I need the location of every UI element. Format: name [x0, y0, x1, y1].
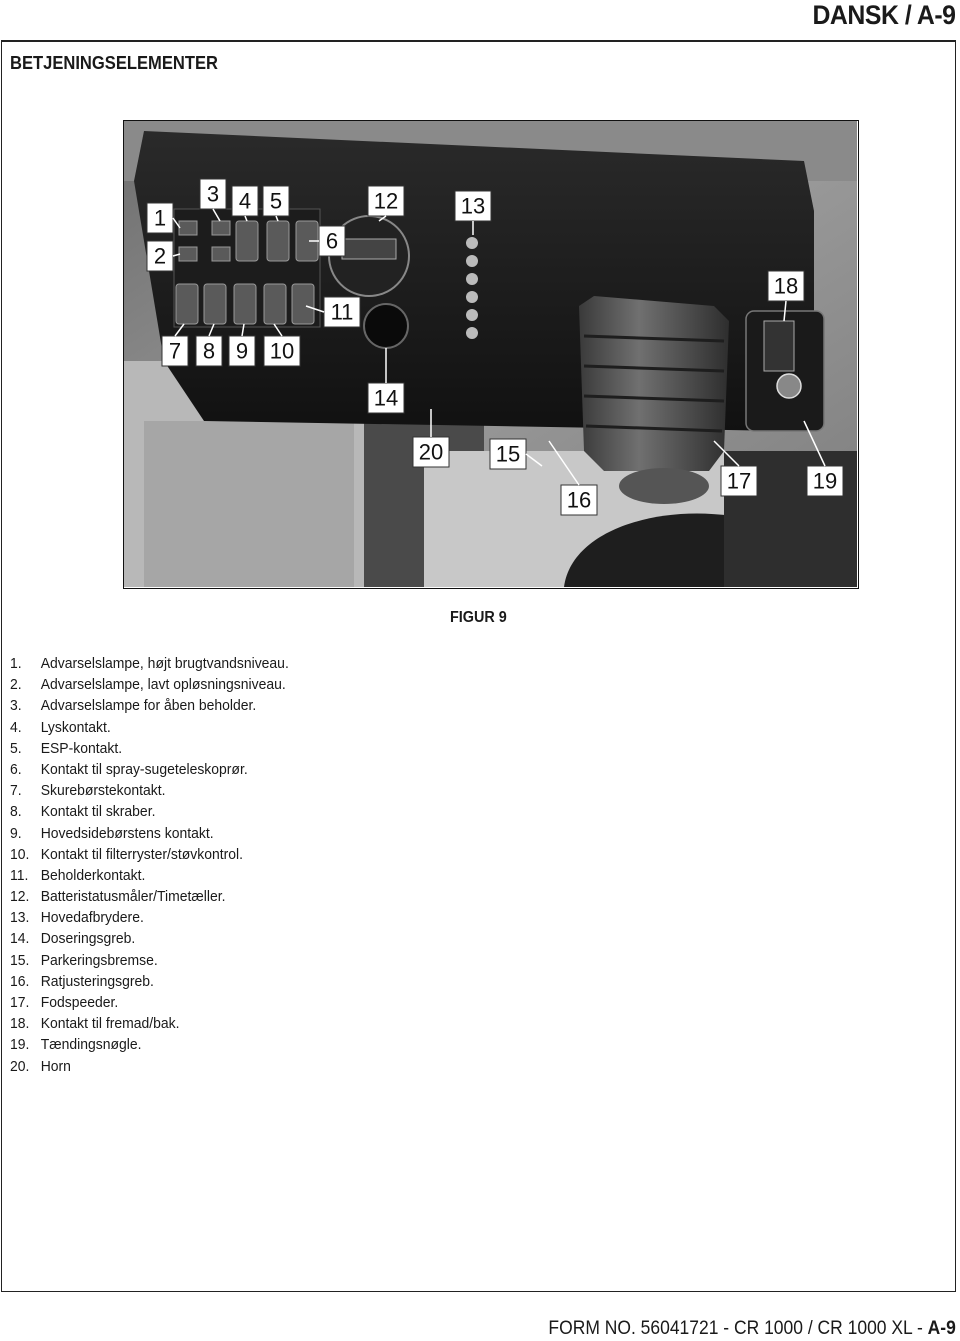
legend-item: 15. Parkeringsbremse.: [10, 951, 158, 969]
legend-item: 17. Fodspeeder.: [10, 994, 119, 1011]
page-header-title: DANSK / A-9: [812, 0, 956, 30]
legend-item: 8. Kontakt til skraber.: [10, 803, 156, 821]
legend-item: 20. Horn: [10, 1057, 71, 1075]
callout-20: 20: [418, 439, 444, 465]
legend-item: 14. Doseringsgreb.: [10, 930, 136, 948]
callout-6: 6: [325, 228, 339, 254]
legend-item: 10. Kontakt til filterryster/støvkontrol.: [10, 845, 244, 863]
callout-5: 5: [269, 188, 283, 214]
callout-11: 11: [330, 299, 354, 325]
legend-item: 19. Tændingsnøgle.: [10, 1036, 142, 1054]
control-panel-photo: [123, 120, 859, 589]
legend-item: 13. Hovedafbrydere.: [10, 909, 144, 927]
footer-page-number: A-9: [927, 1318, 956, 1339]
callout-18: 18: [773, 273, 799, 299]
legend-item: 2. Advarselslampe, lavt opløsningsniveau.: [10, 676, 286, 694]
callout-7: 7: [168, 338, 182, 364]
callout-12: 12: [373, 188, 399, 214]
legend-item: 5. ESP-kontakt.: [10, 739, 123, 757]
legend-item: 9. Hovedsidebørstens kontakt.: [10, 824, 214, 842]
callout-19: 19: [812, 468, 838, 494]
callout-13: 13: [460, 193, 486, 219]
callout-17: 17: [726, 468, 752, 494]
legend-item: 18. Kontakt til fremad/bak.: [10, 1015, 180, 1033]
legend-item: 4. Lyskontakt.: [10, 718, 111, 736]
page-footer: [549, 1318, 956, 1340]
callout-16: 16: [566, 487, 592, 513]
legend-item: 3. Advarselslampe for åben beholder.: [10, 697, 257, 715]
legend-item: 1. Advarselslampe, højt brugtvandsniveau.: [10, 655, 289, 672]
callout-15: 15: [495, 441, 521, 467]
callout-2: 2: [153, 243, 167, 269]
footer-form-number: FORM NO. 56041721 - CR 1000 / CR 1000 XL -: [548, 1318, 928, 1339]
callout-9: 9: [235, 338, 249, 364]
callout-1: 1: [153, 205, 167, 231]
callout-14: 14: [373, 385, 399, 411]
section-title: BETJENINGSELEMENTER: [10, 53, 218, 73]
legend-item: 11. Beholderkontakt.: [10, 866, 146, 884]
legend-list: [10, 653, 289, 1077]
callout-4: 4: [238, 188, 252, 214]
legend-item: 12. Batteristatusmåler/Timetæller.: [10, 888, 226, 906]
figure-label: FIGUR 9: [450, 609, 507, 626]
legend-item: 6. Kontakt til spray-sugeteleskoprør.: [10, 760, 248, 778]
legend-item: 7. Skurebørstekontakt.: [10, 782, 166, 800]
callout-3: 3: [206, 181, 220, 207]
callout-10: 10: [269, 338, 295, 364]
legend-item: 16. Ratjusteringsgreb.: [10, 972, 154, 990]
control-panel-illustration: [124, 121, 857, 587]
callout-8: 8: [202, 338, 216, 364]
